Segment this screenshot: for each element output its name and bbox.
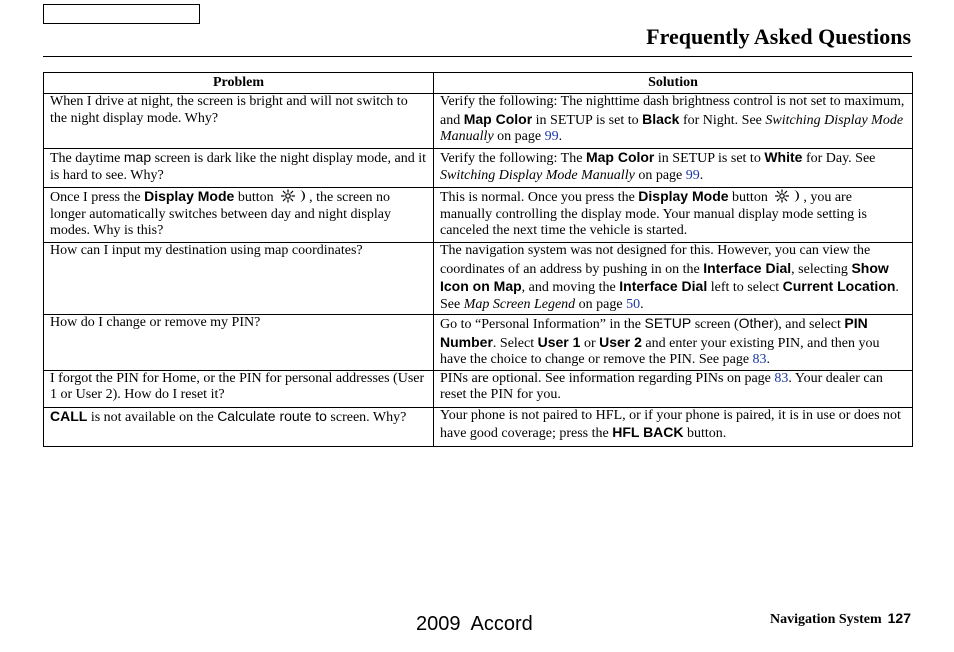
problem-cell: [44, 94, 434, 149]
footer-section: [770, 610, 911, 628]
solution-cell: [434, 370, 913, 407]
solution-cell: [434, 149, 913, 188]
solution-text: Verify the following: The nighttime dash brightness control is not set to maximum, and: [440, 94, 905, 128]
problem-text: Once I press the: [50, 190, 145, 205]
solution-text: , and moving the: [521, 280, 620, 295]
section-reference: Switching Display Mode Manually: [440, 112, 904, 144]
page-link[interactable]: 50: [626, 296, 641, 312]
solution-text: screen (: [691, 317, 739, 332]
map-color-label: Map Color: [585, 149, 655, 165]
problem-text: How do I change or remove my PIN?: [50, 315, 261, 330]
other-label: Other: [738, 315, 774, 331]
problem-text: is not available on the: [87, 409, 218, 425]
solution-text: and enter your existing PIN, and then you have the choice to change or remove the PIN. See page: [440, 335, 880, 367]
solution-text: Verify the following: The: [440, 151, 586, 166]
sun-icon: [774, 189, 790, 203]
solution-text: .: [558, 129, 563, 144]
problem-text: The daytime: [50, 151, 124, 166]
table-row: [44, 315, 913, 371]
pin-number-label: PIN Number: [440, 315, 868, 350]
footer-model: 2009 Accord: [416, 613, 533, 635]
table-row: [44, 243, 913, 315]
solution-text: . See: [440, 280, 899, 312]
solution-text: on page: [493, 129, 545, 144]
black-label: Black: [642, 110, 680, 127]
user-1-label: User 1: [537, 333, 581, 350]
page-link[interactable]: 99: [685, 167, 700, 183]
solution-column-header: Solution: [434, 73, 913, 94]
solution-text: .: [640, 296, 644, 312]
map-color-label: Map Color: [463, 110, 533, 127]
problem-text: , the screen no longer automatically switches between day and night display modes. Why is this?: [50, 190, 391, 238]
problem-cell: [44, 243, 434, 315]
problem-text: How can I input my destination using map coordinates?: [50, 243, 363, 258]
solution-text: PINs are optional. See information regarding PINs on page: [440, 370, 775, 386]
solution-cell: [434, 188, 913, 243]
solution-text: , selecting: [791, 261, 852, 277]
table-row: [44, 407, 913, 446]
solution-text: button: [728, 190, 772, 205]
solution-text: left to select: [707, 280, 783, 295]
solution-cell: [434, 243, 913, 315]
solution-cell: [434, 315, 913, 371]
solution-text: for Day. See: [802, 151, 876, 166]
page-number: 127: [887, 610, 911, 626]
current-location-label: Current Location: [782, 278, 896, 294]
setup-label: SETUP: [644, 315, 692, 331]
problem-text: screen is dark like the night display mode, and it is hard to see. Why?: [50, 151, 426, 183]
table-row: [44, 94, 913, 149]
map-label: map: [123, 149, 152, 165]
problem-text: When I drive at night, the screen is bright and will not switch to the night display mode. Why?: [50, 94, 408, 126]
problem-text: screen. Why?: [326, 409, 407, 425]
hfl-back-label: HFL BACK: [612, 424, 684, 440]
calculate-route-label: Calculate route to: [217, 407, 327, 424]
page-link[interactable]: 83: [774, 370, 789, 386]
page-link[interactable]: 83: [752, 352, 767, 367]
table-row: [44, 188, 913, 243]
section-reference: Map Screen Legend: [463, 296, 576, 312]
section-tab-box: [43, 4, 200, 24]
solution-text: on page: [575, 296, 627, 312]
solution-text: button.: [683, 426, 727, 441]
table-row: [44, 149, 913, 188]
moon-icon: [791, 189, 801, 203]
problem-cell: [44, 149, 434, 188]
solution-text: The navigation system was not designed for this. However, you can view the coordinates of an address by pushing in on the: [440, 243, 871, 277]
solution-text: .: [699, 167, 704, 183]
problem-text: button: [234, 190, 278, 205]
solution-cell: [434, 94, 913, 149]
show-icon-on-map-label: Show Icon on Map: [440, 259, 889, 294]
problem-cell: [44, 407, 434, 446]
display-mode-label: Display Mode: [638, 188, 729, 204]
problem-column-header: Problem: [44, 73, 434, 94]
solution-text: . Your dealer can reset the PIN for you.: [440, 370, 883, 402]
call-label: CALL: [50, 407, 88, 424]
solution-text: in SETUP is set to: [532, 112, 643, 128]
solution-cell: [434, 407, 913, 446]
interface-dial-label: Interface Dial: [703, 259, 792, 276]
section-reference: Switching Display Mode Manually: [440, 167, 635, 183]
page-link[interactable]: 99: [544, 129, 559, 144]
sun-icon: [280, 189, 296, 203]
display-mode-label: Display Mode: [144, 188, 235, 204]
solution-text: on page: [634, 167, 686, 183]
solution-text: for Night. See: [679, 112, 766, 128]
solution-text: ), and select: [773, 317, 845, 332]
table-row: [44, 370, 913, 407]
white-label: White: [764, 149, 803, 165]
solution-text: in SETUP is set to: [654, 151, 765, 166]
problem-cell: [44, 188, 434, 243]
footer-section-label: Navigation System: [770, 612, 882, 627]
problem-cell: [44, 315, 434, 371]
problem-cell: [44, 370, 434, 407]
interface-dial-label: Interface Dial: [619, 278, 708, 294]
page-title: Frequently Asked Questions: [646, 24, 911, 49]
solution-text: , you are manually controlling the display mode. Your manual display mode setting is canceled the next time the vehicle is started.: [440, 190, 867, 238]
faq-table: [43, 72, 913, 447]
moon-icon: [297, 189, 307, 203]
solution-text: Your phone is not paired to HFL, or if your phone is paired, it is in use or does not have good coverage; press the: [440, 407, 901, 441]
solution-text: .: [766, 352, 771, 367]
user-2-label: User 2: [599, 333, 642, 350]
solution-text: or: [580, 335, 600, 351]
solution-text: . Select: [492, 335, 538, 351]
title-divider: [43, 56, 912, 57]
solution-text: This is normal. Once you press the: [440, 190, 639, 205]
solution-text: Go to “Personal Information” in the: [440, 317, 645, 332]
table-header-row: [44, 73, 913, 94]
problem-text: I forgot the PIN for Home, or the PIN for personal addresses (User 1 or User 2). How do I reset it?: [50, 370, 425, 402]
